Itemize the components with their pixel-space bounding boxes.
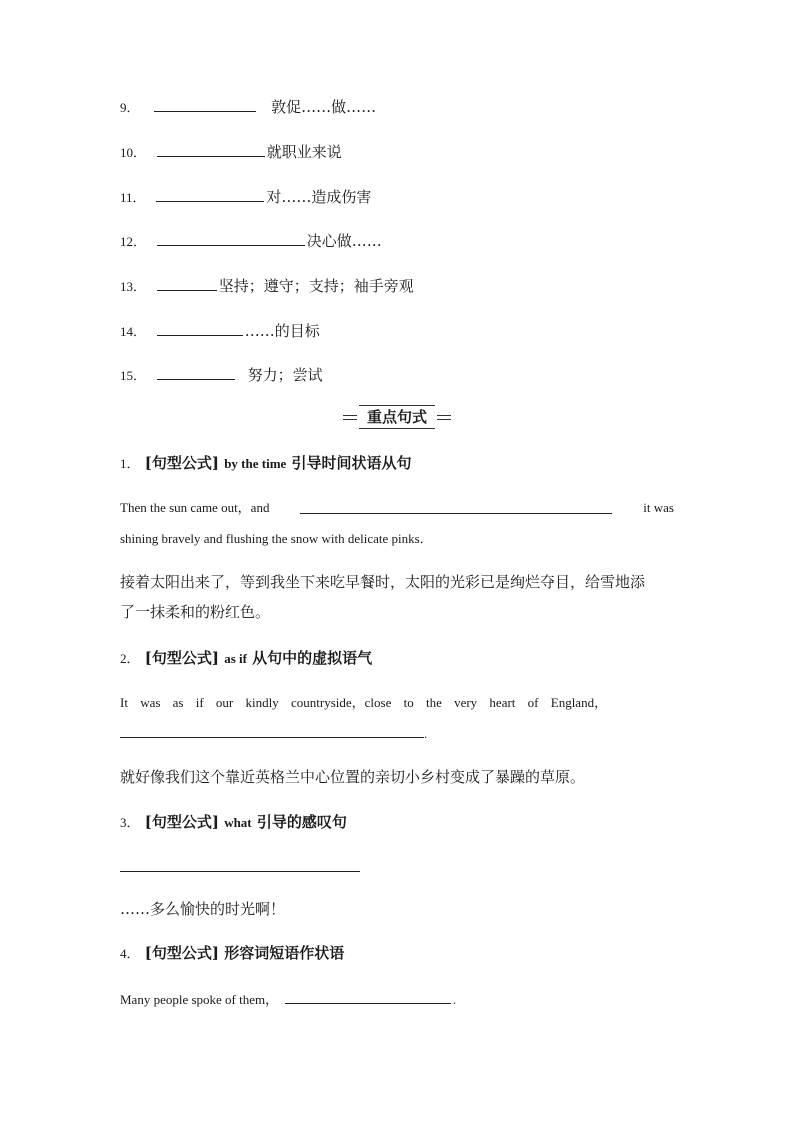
item-1-chinese-translation (120, 567, 680, 627)
item-1-heading (120, 453, 412, 474)
formula-keyword: as if (224, 651, 247, 666)
vocab-number: 10． (120, 145, 147, 160)
formula-label: [句型公式] (144, 454, 219, 472)
item-3-heading (120, 812, 347, 833)
answer-blank[interactable] (120, 722, 424, 738)
item-2-english-line-1: It was as if our kindly countryside，close to the very heart of England， (120, 695, 608, 710)
formula-label: [句型公式] (144, 944, 219, 962)
vocab-meaning: 对……造成伤害 (266, 188, 372, 206)
vocab-number: 15． (120, 368, 147, 383)
answer-blank[interactable] (157, 364, 235, 380)
vocab-number: 9． (120, 100, 140, 115)
item-4-heading (120, 943, 344, 964)
answer-blank[interactable] (154, 96, 256, 112)
item-1-english-line-2: shining bravely and flushing the snow with delicate pinks． (120, 531, 433, 546)
item-number: 1． (120, 456, 140, 471)
section-banner (343, 405, 451, 427)
section-title: 重点句式 (359, 405, 435, 429)
english-text: it was (643, 500, 674, 515)
banner-right-decoration (437, 415, 451, 420)
sentence-period: . (452, 992, 457, 1007)
vocab-meaning: 努力；尝试 (247, 366, 323, 384)
formula-description: 从句中的虚拟语气 (252, 649, 373, 667)
formula-keyword: what (224, 815, 252, 830)
vocab-item-15 (120, 364, 323, 386)
answer-blank[interactable] (157, 141, 265, 157)
item-number: 4． (120, 946, 140, 961)
item-3-chinese-translation: ……多么愉快的时光啊！ (120, 900, 286, 918)
formula-label: [句型公式] (144, 813, 219, 831)
vocab-meaning: ……的目标 (244, 322, 320, 340)
answer-blank[interactable] (156, 186, 264, 202)
answer-blank[interactable] (285, 988, 451, 1004)
vocab-meaning: 决心做…… (306, 232, 382, 250)
item-3-answer-line (120, 856, 360, 877)
vocab-number: 13． (120, 279, 147, 294)
chinese-line: 接着太阳出来了，等到我坐下来吃早餐时，太阳的光彩已是绚烂夺目，给雪地添 (120, 573, 646, 591)
item-number: 3． (120, 815, 140, 830)
item-2-heading (120, 648, 372, 669)
answer-blank[interactable] (157, 320, 243, 336)
vocab-number: 11． (120, 190, 146, 205)
answer-blank[interactable] (157, 230, 305, 246)
vocab-item-14 (120, 320, 320, 342)
vocab-item-10 (120, 141, 342, 163)
formula-label: [句型公式] (144, 649, 219, 667)
vocab-meaning: 就职业来说 (266, 143, 342, 161)
item-number: 2． (120, 651, 140, 666)
vocab-number: 12． (120, 234, 147, 249)
vocab-item-11 (120, 186, 371, 208)
item-2-english-line-2 (120, 722, 427, 744)
formula-description: 引导的感叹句 (256, 813, 347, 831)
formula-description: 引导时间状语从句 (291, 454, 412, 472)
chinese-line: 了一抹柔和的粉红色。 (120, 603, 271, 621)
english-text: Many people spoke of them， (120, 992, 279, 1007)
answer-blank[interactable] (157, 275, 217, 291)
vocab-meaning: 敦促……做…… (271, 98, 377, 116)
formula-description: 形容词短语作状语 (224, 944, 345, 962)
banner-left-decoration (343, 415, 357, 420)
sentence-period: . (424, 726, 428, 741)
formula-keyword: by the time (224, 456, 287, 471)
item-1-english-line-1 (120, 498, 674, 518)
vocab-meaning: 坚持；遵守；支持；袖手旁观 (218, 277, 414, 295)
answer-blank[interactable] (300, 498, 612, 514)
vocab-number: 14． (120, 324, 147, 339)
item-4-english-line-1 (120, 988, 456, 1010)
item-2-chinese-translation: 就好像我们这个靠近英格兰中心位置的亲切小乡村变成了暴躁的草原。 (120, 768, 586, 786)
answer-blank[interactable] (120, 856, 360, 872)
vocab-item-9 (120, 96, 376, 118)
vocab-item-13 (120, 275, 414, 297)
vocab-item-12 (120, 230, 382, 252)
english-text: Then the sun came out，and (120, 500, 270, 515)
